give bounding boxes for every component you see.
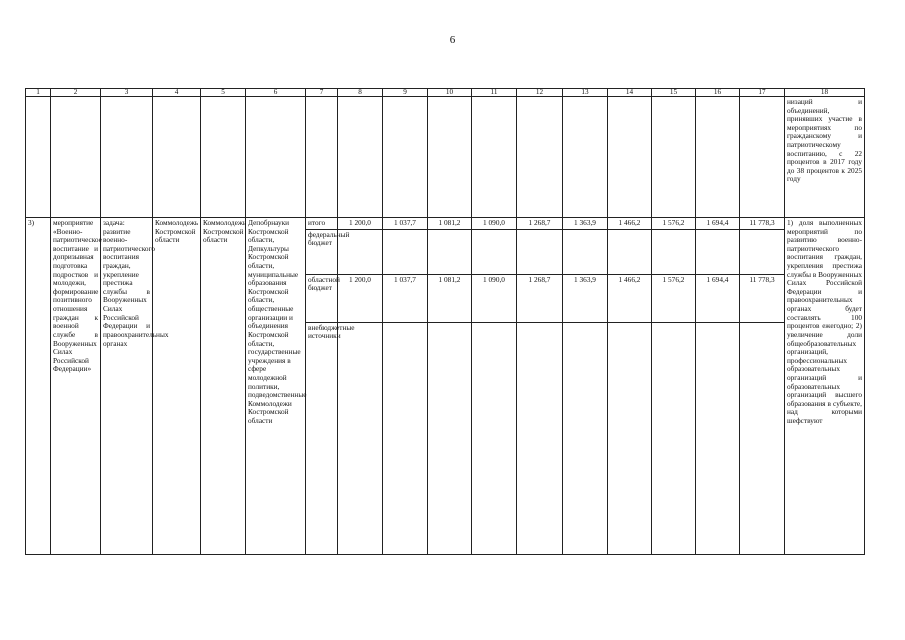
value-cell: 1 200,0 (338, 274, 383, 322)
header-cell: 12 (517, 89, 563, 97)
value-cell: 1 466,2 (608, 218, 652, 230)
value-cell: 1 576,2 (652, 274, 696, 322)
measure-text: мероприятие «Военно-патриотическое воспитание и допризывная подготовка подростков и молодежи, формирование позитивного отношения граждан к военной службе в Вооруженных Силах Российской Федерации» (51, 218, 101, 555)
header-cell: 17 (740, 89, 785, 97)
header-cell: 11 (472, 89, 517, 97)
header-cell: 2 (51, 89, 101, 97)
value-cell: 11 778,3 (740, 274, 785, 322)
value-cell: 1 363,9 (563, 274, 608, 322)
executor-cell: Коммолодежь Костромской области (153, 218, 201, 555)
program-table (25, 88, 865, 555)
value-cell: 1 694,4 (696, 274, 740, 322)
value-cell: 1 037,7 (383, 274, 428, 322)
value-cell: 1 466,2 (608, 274, 652, 322)
header-cell: 1 (26, 89, 51, 97)
page-number: 6 (449, 34, 456, 46)
value-cell: 1 363,9 (563, 218, 608, 230)
header-cell: 15 (652, 89, 696, 97)
value-cell: 1 268,7 (517, 274, 563, 322)
value-cell: 11 778,3 (740, 218, 785, 230)
value-cell: 1 200,0 (338, 218, 383, 230)
header-cell: 4 (153, 89, 201, 97)
row-number: 3) (26, 218, 51, 555)
value-cell: 1 694,4 (696, 218, 740, 230)
header-cell: 18 (785, 89, 865, 97)
header-cell: 14 (608, 89, 652, 97)
value-cell: 1 090,0 (472, 218, 517, 230)
header-cell: 8 (338, 89, 383, 97)
header-cell: 16 (696, 89, 740, 97)
value-cell: 1 037,7 (383, 218, 428, 230)
value-cell: 1 576,2 (652, 218, 696, 230)
header-cell: 7 (306, 89, 338, 97)
header-cell: 6 (246, 89, 306, 97)
source-label: областной бюджет (306, 274, 338, 322)
source-label: итого (306, 218, 338, 230)
header-row (26, 89, 865, 97)
header-cell: 5 (201, 89, 246, 97)
participants-cell: Депобрнауки Костромской области, Депкультуры Костромской области, муниципальные образования Костромской области, общественные организации и объединения Костромской области, государственные учреждения в сфере молодежной политики, подведомственные Коммолодежи Костромской области (246, 218, 306, 555)
results-text: 1) доля выполненных мероприятий по развитию военно-патриотического воспитания граждан, укрепления престижа службы в Вооруженных Силах Российской Федерации и правоохранительных органах будет составлять 100 процентов ежегодно; 2) увеличение доли общеобразовательных организаций, профессиональных образовательных организаций и образовательных организаций высшего образования в субъекте, над которыми шефствуют (785, 218, 865, 555)
continuation-text: низаций и объединений, принявших участие в мероприятиях по гражданскому и патриотическому воспитанию, с 22 процентов в 2017 году до 38 процентов к 2025 году (785, 97, 865, 218)
header-cell: 10 (428, 89, 472, 97)
header-cell: 3 (101, 89, 153, 97)
continuation-row (26, 97, 865, 218)
source-label: внебюджетные источники (306, 322, 338, 554)
source-label: федеральный бюджет (306, 229, 338, 274)
table-row (26, 218, 865, 230)
value-cell: 1 081,2 (428, 218, 472, 230)
header-cell: 13 (563, 89, 608, 97)
value-cell: 1 090,0 (472, 274, 517, 322)
value-cell: 1 081,2 (428, 274, 472, 322)
task-text: задача: развитие военно-патриотического воспитания граждан, укрепление престижа службы в Вооруженных Силах Российской Федерации и правоохранительных органах (101, 218, 153, 555)
executor-cell: Коммолодежь Костромской области (201, 218, 246, 555)
header-cell: 9 (383, 89, 428, 97)
value-cell: 1 268,7 (517, 218, 563, 230)
